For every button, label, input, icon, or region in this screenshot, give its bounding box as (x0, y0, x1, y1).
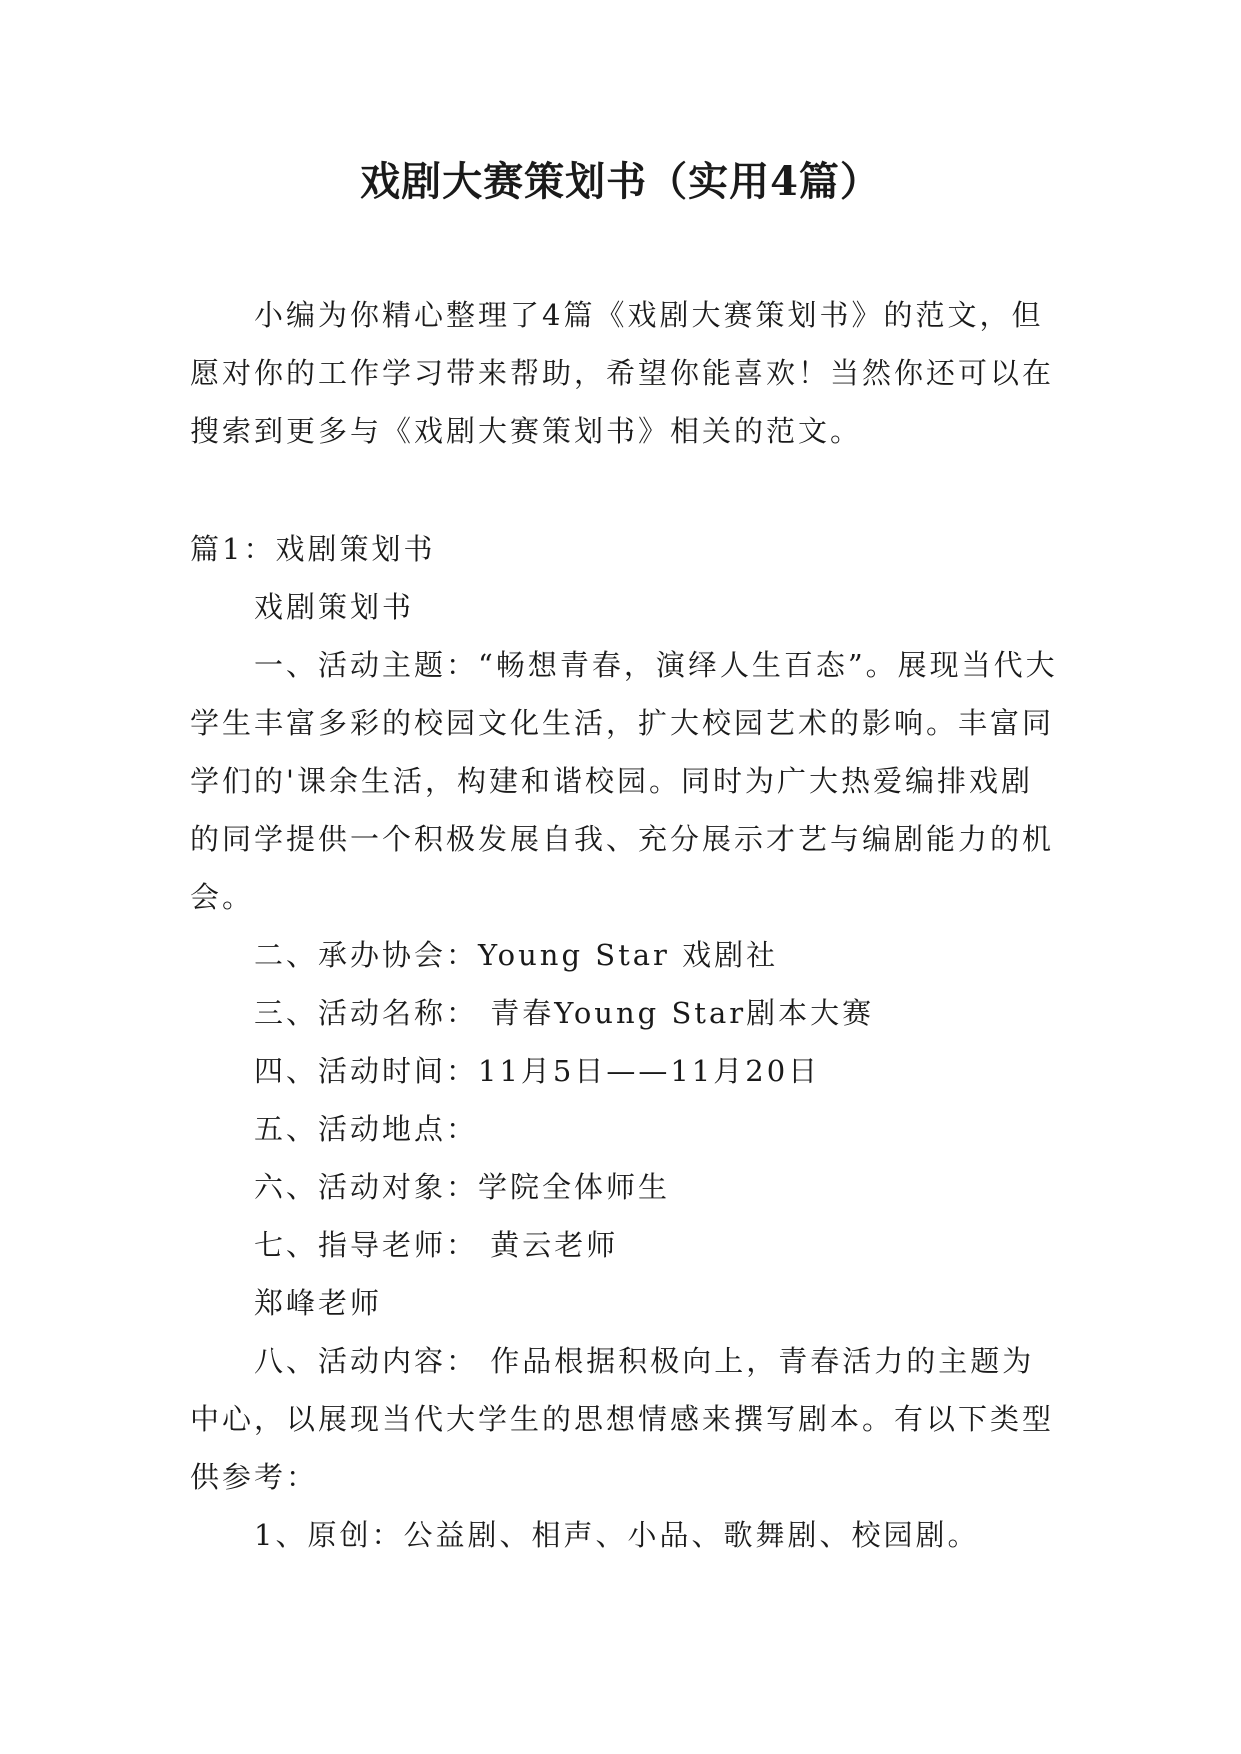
item-event-name: 三、活动名称： 青春Young Star剧本大赛 (254, 996, 875, 1030)
item-content: 八、活动内容： 作品根据积极向上，青春活力的主题为中心，以展现当代大学生的思想情感来撰写剧本。有以下类型供参考： (190, 1344, 1055, 1494)
item-organizer: 二、承办协会：Young Star 戏剧社 (254, 938, 779, 972)
item-theme: 一、活动主题：“畅想青春，演绎人生百态”。展现当代大学生丰富多彩的校园文化生活，扩大校园艺术的影响。丰富同学们的'课余生活，构建和谐校园。同时为广大热爱编排戏剧的同学提供一个积极发展自我、充分展示才艺与编剧能力的机会。 (190, 648, 1058, 914)
item-advisor: 七、指导老师： 黄云老师 (254, 1228, 619, 1262)
sub-heading: 戏剧策划书 (254, 590, 415, 624)
section-1 (190, 520, 1060, 1564)
intro-text: 小编为你精心整理了4篇《戏剧大赛策划书》的范文，但愿对你的工作学习带来帮助，希望你能喜欢！当然你还可以在搜索到更多与《戏剧大赛策划书》相关的范文。 (190, 298, 1055, 448)
section-heading: 篇1：戏剧策划书 (190, 532, 436, 566)
item-event-time: 四、活动时间：11月5日——11月20日 (254, 1054, 821, 1088)
document-title: 戏剧大赛策划书（实用4篇） (360, 158, 881, 205)
item-advisor-cont: 郑峰老师 (254, 1286, 383, 1320)
intro-paragraph (190, 286, 1060, 460)
item-audience: 六、活动对象：学院全体师生 (254, 1170, 671, 1204)
item-content-original: 1、原创：公益剧、相声、小品、歌舞剧、校园剧。 (254, 1518, 980, 1552)
item-event-location: 五、活动地点： (254, 1112, 479, 1146)
